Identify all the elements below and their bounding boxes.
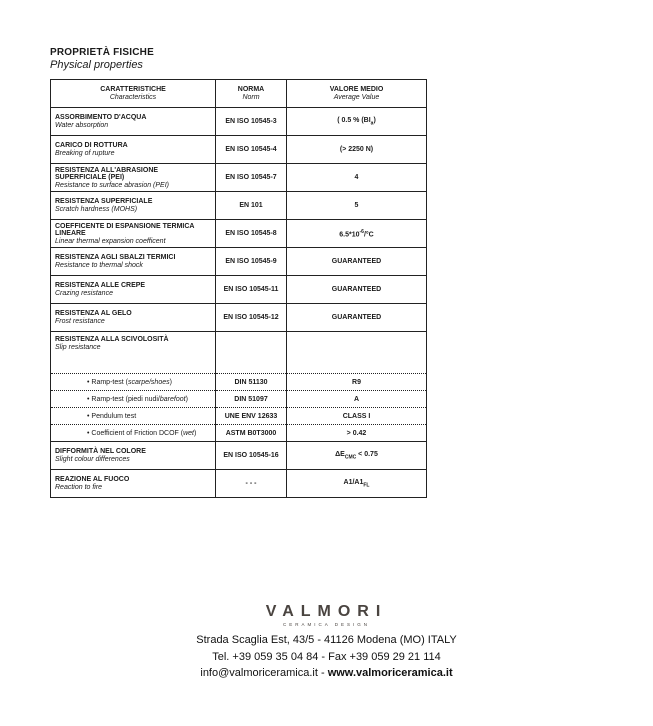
slip-subrow	[51, 408, 427, 425]
value-cell	[287, 332, 427, 374]
logo-wordmark: VALMORI	[265, 603, 388, 620]
value-cell: GUARANTEED	[287, 248, 427, 276]
value-cell: A	[287, 391, 427, 408]
slip-test-label: • Pendulum test	[51, 408, 216, 425]
value-cell: ( 0.5 % $(BI_a)$	[287, 108, 427, 136]
slip-subrow	[51, 425, 427, 442]
value-cell: $A1/A1_{FL}$	[287, 470, 427, 498]
norm-cell: EN ISO 10545-9	[216, 248, 287, 276]
value-cell: > 0.42	[287, 425, 427, 442]
norm-cell: - - -	[216, 470, 287, 498]
norm-cell: DIN 51097	[216, 391, 287, 408]
header-norm: NORMA Norm	[216, 80, 287, 108]
characteristic-cell: CARICO DI ROTTURA Breaking of rupture	[51, 136, 216, 164]
value-cell: $6.5*10^{-6}/^\circ C$	[287, 220, 427, 248]
contact-phone: Tel. +39 059 35 04 84 - Fax +39 059 29 21 114	[212, 651, 441, 663]
slip-subrow	[51, 391, 427, 408]
contact-links	[0, 667, 653, 679]
norm-cell: ASTM B0T3000	[216, 425, 287, 442]
norm-cell: EN ISO 10545-8	[216, 220, 287, 248]
table-header-row	[51, 80, 427, 108]
value-cell: GUARANTEED	[287, 304, 427, 332]
value-cell: (> 2250 N)	[287, 136, 427, 164]
slip-test-label: • Ramp-test (scarpe/shoes)	[51, 374, 216, 391]
norm-cell	[216, 332, 287, 374]
characteristic-cell: RESISTENZA ALLE CREPE Crazing resistance	[51, 276, 216, 304]
characteristic-cell: REAZIONE AL FUOCO Reaction to fire	[51, 470, 216, 498]
value-cell: 5	[287, 192, 427, 220]
characteristic-cell: RESISTENZA AGLI SBALZI TERMICI Resistance to thermal shock	[51, 248, 216, 276]
slip-subrow	[51, 374, 427, 391]
characteristic-cell: RESISTENZA SUPERFICIALE Scratch hardness (MOHS)	[51, 192, 216, 220]
table-row	[51, 276, 427, 304]
slip-resistance-row	[51, 332, 427, 374]
slip-test-label: • Ramp-test (piedi nudi/barefoot)	[51, 391, 216, 408]
header-characteristics: CARATTERISTICHE Characteristics	[51, 80, 216, 108]
characteristic-cell: COEFFICENTE DI ESPANSIONE TERMICA LINEARE Linear thermal expansion coefficent	[51, 220, 216, 248]
value-cell: 4	[287, 164, 427, 192]
norm-cell: DIN 51130	[216, 374, 287, 391]
heading-english: Physical properties	[50, 59, 143, 71]
characteristic-cell: RESISTENZA ALLA SCIVOLOSITÀ Slip resistance	[51, 332, 216, 374]
header-value: VALORE MEDIO Average Value	[287, 80, 427, 108]
norm-cell: EN ISO 10545-3	[216, 108, 287, 136]
table-row	[51, 164, 427, 192]
section-heading	[50, 47, 154, 71]
norm-cell: EN ISO 10545-12	[216, 304, 287, 332]
table-row	[51, 108, 427, 136]
separator: -	[317, 667, 328, 679]
valmori-logo	[0, 603, 653, 627]
characteristic-cell: RESISTENZA AL GELO Frost resistance	[51, 304, 216, 332]
characteristic-cell: DIFFORMITÀ NEL COLORE Slight colour differences	[51, 442, 216, 470]
properties-table	[50, 79, 427, 498]
website-link[interactable]: www.valmoriceramica.it	[327, 667, 453, 679]
value-cell: R9	[287, 374, 427, 391]
table-row	[51, 442, 427, 470]
norm-cell: EN 101	[216, 192, 287, 220]
norm-cell: EN ISO 10545-4	[216, 136, 287, 164]
table-row	[51, 304, 427, 332]
characteristic-cell: ASSORBIMENTO D'ACQUA Water absorption	[51, 108, 216, 136]
table-row	[51, 220, 427, 248]
norm-cell: EN ISO 10545-7	[216, 164, 287, 192]
contact-address: Strada Scaglia Est, 43/5 - 41126 Modena (MO) ITALY	[196, 634, 457, 646]
table-row	[51, 136, 427, 164]
heading-italian: PROPRIETÀ FISICHE	[50, 47, 154, 58]
table-row	[51, 192, 427, 220]
norm-cell: UNE ENV 12633	[216, 408, 287, 425]
logo-tagline: CERAMICA DESIGN	[282, 622, 370, 627]
norm-cell: EN ISO 10545-16	[216, 442, 287, 470]
table-row	[51, 248, 427, 276]
characteristic-cell: RESISTENZA ALL'ABRASIONE SUPERFICIALE (PEI) Resistance to surface abrasion (PEI)	[51, 164, 216, 192]
value-cell: CLASS I	[287, 408, 427, 425]
norm-cell: EN ISO 10545-11	[216, 276, 287, 304]
value-cell: $\Delta E_{CMC} < 0.75$	[287, 442, 427, 470]
slip-test-label: • Coefficient of Friction DCOF (wet)	[51, 425, 216, 442]
email-link[interactable]: info@valmoriceramica.it	[200, 667, 318, 679]
value-cell: GUARANTEED	[287, 276, 427, 304]
table-row	[51, 470, 427, 498]
